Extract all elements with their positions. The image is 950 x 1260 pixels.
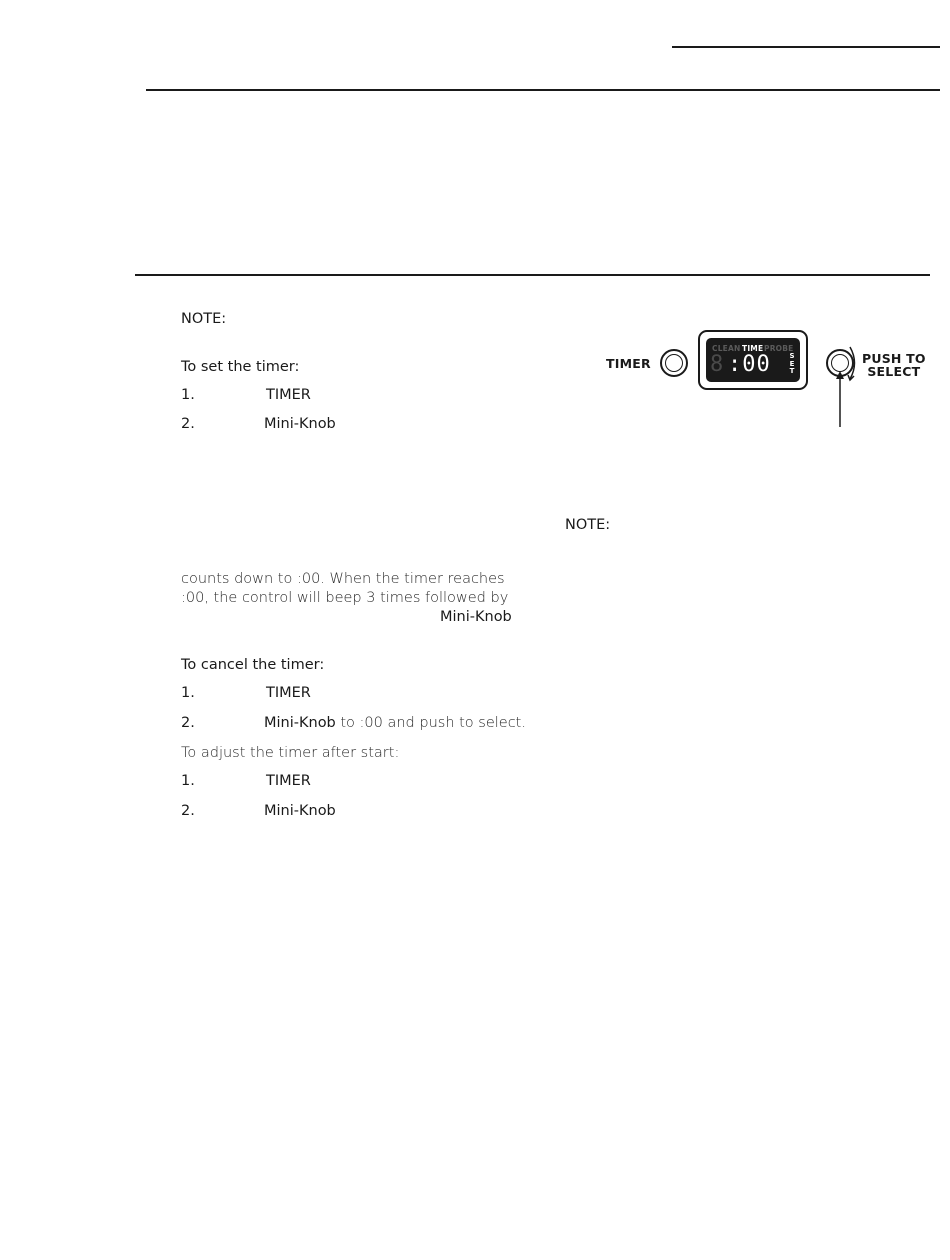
display-clean-label: CLEAN	[712, 344, 741, 353]
note-label: NOTE:	[181, 311, 227, 327]
countdown-line-2: :00, the control will beep 3 times followed by	[181, 590, 509, 606]
header-short-rule	[672, 46, 940, 48]
set-step-1-number: 1.	[181, 387, 195, 403]
rotate-arrow-icon	[847, 343, 861, 383]
cancel-step-2-text: to :00 and push to select.	[335, 715, 526, 731]
display-screen	[706, 338, 800, 382]
cancel-step-2-number: 2.	[181, 715, 195, 731]
adjust-step-2-keyword: Mini-Knob	[264, 803, 336, 819]
cancel-step-2-keyword: Mini-Knob	[264, 715, 336, 731]
push-to-select-label	[862, 352, 926, 378]
adjust-timer-heading: To adjust the timer after start:	[181, 745, 400, 761]
note-label-2: NOTE:	[565, 517, 611, 533]
set-timer-heading: To set the timer:	[181, 359, 300, 375]
set-step-2-number: 2.	[181, 416, 195, 432]
oven-display	[698, 330, 808, 390]
cancel-step-1-number: 1.	[181, 685, 195, 701]
display-probe-label: PROBE	[764, 344, 794, 353]
timer-button-label: TIMER	[606, 356, 651, 371]
select-label: SELECT	[867, 364, 921, 379]
section-rule	[135, 274, 930, 276]
cancel-timer-heading: To cancel the timer:	[181, 657, 325, 673]
display-set-text: SET	[789, 352, 795, 375]
push-to-label: PUSH TO	[862, 351, 926, 366]
pointer-arrow-icon	[834, 369, 846, 429]
countdown-keyword: Mini-Knob	[440, 609, 512, 625]
timer-button	[660, 349, 688, 377]
display-time-label: TIME	[742, 344, 764, 353]
adjust-step-2-number: 2.	[181, 803, 195, 819]
adjust-step-1-keyword: TIMER	[266, 773, 311, 789]
countdown-line-1: counts down to :00. When the timer reaches	[181, 571, 505, 587]
display-ghost-digit: 8	[710, 352, 724, 377]
cancel-step-1-keyword: TIMER	[266, 685, 311, 701]
set-step-2-keyword: Mini-Knob	[264, 416, 336, 432]
display-set-label	[788, 353, 796, 376]
header-long-rule	[146, 89, 940, 91]
cancel-step-2-line	[264, 715, 526, 731]
control-panel-illustration	[600, 325, 940, 435]
adjust-step-1-number: 1.	[181, 773, 195, 789]
set-step-1-keyword: TIMER	[266, 387, 311, 403]
display-digits: :00	[728, 352, 771, 377]
